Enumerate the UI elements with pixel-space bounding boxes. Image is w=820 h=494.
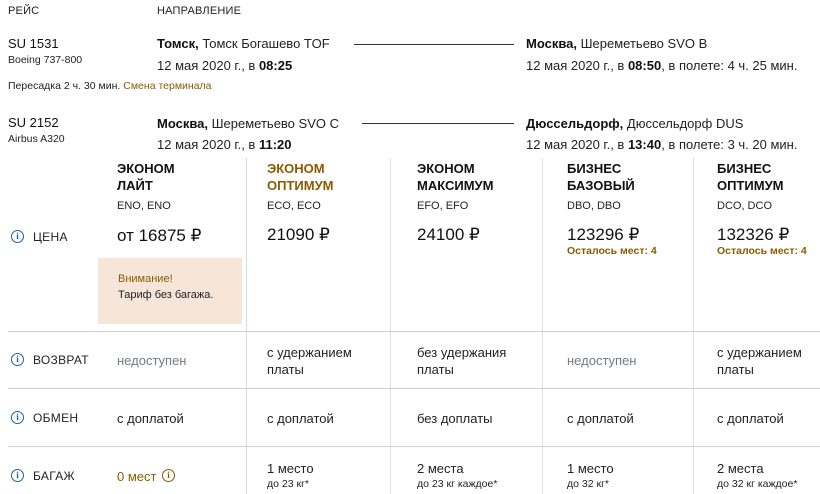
departure-city: Москва, (157, 116, 208, 131)
arrival-time: 13:40 (627, 137, 662, 152)
no-baggage-warning (98, 258, 242, 324)
fare-column-dbo[interactable] (567, 160, 635, 212)
row-label-price: ЦЕНА (33, 230, 68, 244)
arrival-date: 12 мая 2020 г., в (526, 137, 625, 152)
aircraft-type: Airbus A320 (8, 133, 65, 145)
fare-price: 132326 ₽ (717, 225, 790, 244)
departure-date: 12 мая 2020 г., в (157, 137, 256, 152)
fare-code: EFO, EFO (417, 200, 469, 212)
departure-city: Томск, (157, 36, 199, 51)
fare-code: ECO, ECO (267, 200, 321, 212)
flight-duration: , в полете: 3 ч. 20 мин. (661, 137, 798, 152)
arrival-airport: Шереметьево SVO B (580, 36, 708, 51)
row-divider (8, 331, 820, 332)
arrival-city: Дюссельдорф, (526, 116, 624, 131)
transfer-info (8, 80, 212, 92)
arrival-time: 08:50 (627, 58, 662, 73)
fare-column-eno[interactable] (117, 160, 175, 212)
baggage-value: 2 места (717, 461, 764, 476)
fare-column-eco-selected[interactable] (267, 160, 334, 212)
row-label-exchange: ОБМЕН (33, 411, 79, 425)
departure-time: 08:25 (258, 58, 293, 73)
arrival-datetime (526, 58, 797, 73)
fare-price: от 16875 ₽ (117, 226, 202, 245)
flight-column-header: РЕЙС (8, 5, 40, 17)
route-line (354, 44, 514, 45)
column-divider (542, 158, 543, 494)
arrival-datetime (526, 137, 797, 152)
info-icon[interactable]: i (11, 469, 24, 482)
fare-column-efo[interactable] (417, 160, 493, 212)
fare-price: 24100 ₽ (417, 225, 480, 244)
info-icon[interactable]: i (11, 230, 24, 243)
arrival-airport: Дюссельдорф DUS (626, 116, 744, 131)
exchange-value: с доплатой (267, 411, 334, 426)
exchange-value: с доплатой (717, 411, 784, 426)
warning-title: Внимание! (118, 273, 173, 285)
exchange-value: без доплаты (417, 411, 493, 426)
fare-name: ЭКОНОМ МАКСИМУМ (417, 161, 494, 193)
seats-left: Осталось мест: 4 (717, 245, 807, 257)
row-divider (8, 388, 820, 389)
baggage-value: 2 места (417, 461, 464, 476)
info-icon[interactable]: i (11, 411, 24, 424)
fare-price: 123296 ₽ (567, 225, 640, 244)
baggage-weight: до 23 кг* (267, 478, 309, 490)
arrival-place (526, 36, 707, 51)
transfer-duration: Пересадка 2 ч. 30 мин. (8, 80, 121, 92)
departure-date: 12 мая 2020 г., в (157, 58, 256, 73)
baggage-info-icon[interactable]: i (162, 469, 175, 482)
fare-name: БИЗНЕС ОПТИМУМ (717, 161, 784, 193)
fare-name: ЭКОНОМ ОПТИМУМ (267, 161, 334, 193)
flight-duration: , в полете: 4 ч. 25 мин. (661, 58, 798, 73)
departure-airport: Шереметьево SVO C (211, 116, 339, 131)
departure-place (157, 116, 339, 131)
fare-code: ENO, ENO (117, 200, 171, 212)
column-divider (390, 158, 391, 494)
selected-column-divider (246, 158, 247, 494)
baggage-weight: до 32 кг* (567, 478, 609, 490)
info-icon[interactable]: i (11, 353, 24, 366)
terminal-change-warning: Смена терминала (123, 80, 212, 92)
row-divider (8, 446, 820, 447)
refund-value: с удержанием платы (717, 345, 802, 377)
fare-price: 21090 ₽ (267, 225, 330, 244)
arrival-city: Москва, (526, 36, 577, 51)
baggage-value: 0 мест (117, 469, 157, 484)
row-label-refund: ВОЗВРАТ (33, 353, 89, 367)
fare-code: DCO, DCO (717, 200, 772, 212)
flight-number: SU 2152 (8, 115, 59, 130)
departure-datetime (157, 137, 292, 152)
flight-number: SU 1531 (8, 36, 59, 51)
baggage-weight: до 23 кг каждое* (417, 478, 498, 490)
refund-value: недоступен (117, 353, 187, 368)
baggage-weight: до 32 кг каждое* (717, 478, 798, 490)
refund-value: с удержанием платы (267, 345, 352, 377)
arrival-place (526, 116, 743, 131)
departure-time: 11:20 (258, 137, 292, 152)
row-label-baggage: БАГАЖ (33, 469, 75, 483)
route-line (362, 123, 514, 124)
fare-name: ЭКОНОМ ЛАЙТ (117, 161, 175, 193)
departure-place (157, 36, 330, 51)
column-divider (693, 158, 694, 494)
refund-value: недоступен (567, 353, 637, 368)
direction-column-header: НАПРАВЛЕНИЕ (157, 5, 242, 17)
arrival-date: 12 мая 2020 г., в (526, 58, 625, 73)
exchange-value: с доплатой (117, 411, 184, 426)
aircraft-type: Boeing 737-800 (8, 54, 83, 66)
fare-name: БИЗНЕС БАЗОВЫЙ (567, 161, 635, 193)
fare-column-dco[interactable] (717, 160, 784, 212)
baggage-value: 1 место (267, 461, 314, 476)
departure-airport: Томск Богашево TOF (202, 36, 330, 51)
baggage-value: 1 место (567, 461, 614, 476)
exchange-value: с доплатой (567, 411, 634, 426)
warning-text: Тариф без багажа. (118, 289, 214, 301)
seats-left: Осталось мест: 4 (567, 245, 657, 257)
departure-datetime (157, 58, 292, 73)
fare-code: DBO, DBO (567, 200, 621, 212)
refund-value: без удержания платы (417, 345, 507, 377)
